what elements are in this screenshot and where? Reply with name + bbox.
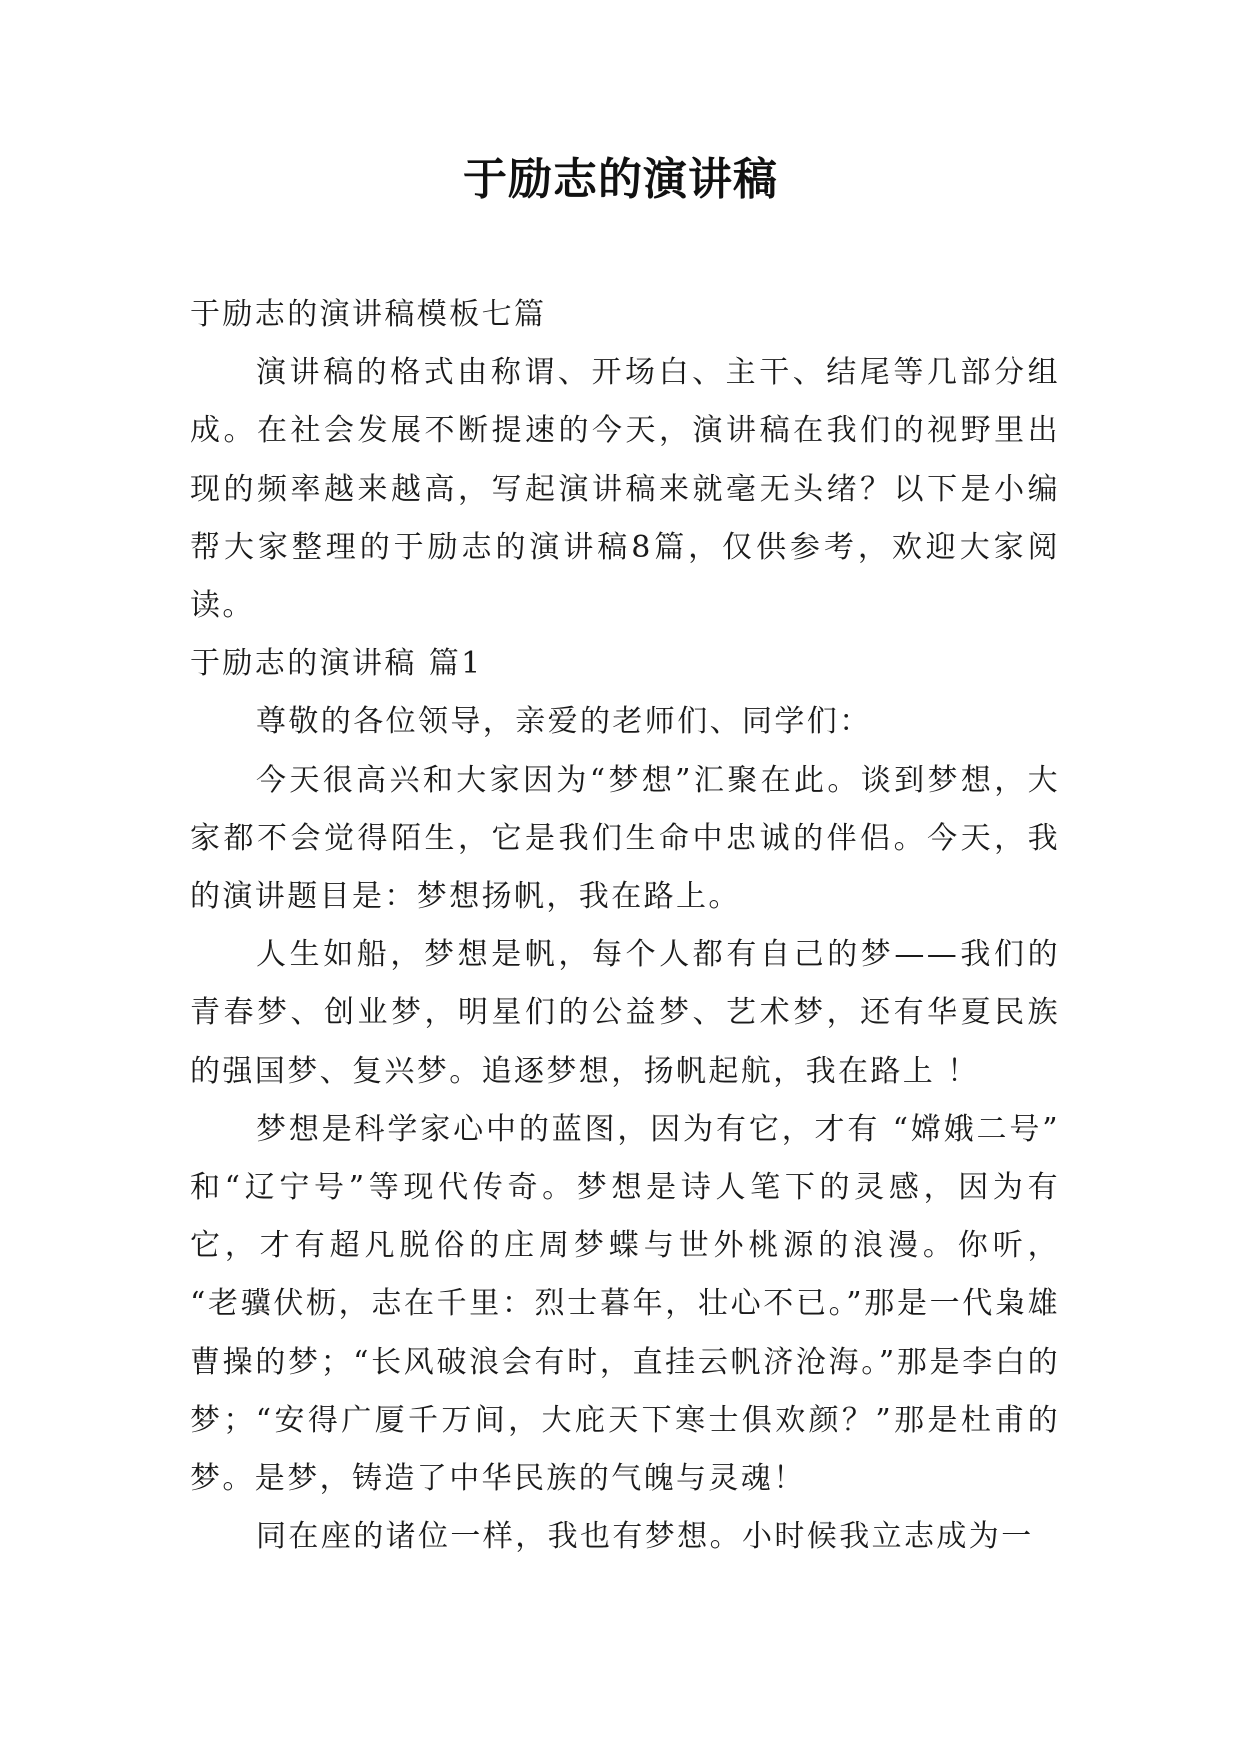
body-paragraph: 人生如船，梦想是帆，每个人都有自己的梦——我们的青春梦、创业梦，明星们的公益梦、艺术梦，还有华夏民族的强国梦、复兴梦。追逐梦想，扬帆起航，我在路上 ！ bbox=[190, 937, 1060, 1089]
body-paragraph: 演讲稿的格式由称谓、开场白、主干、结尾等几部分组成。在社会发展不断提速的今天，演讲稿在我们的视野里出现的频率越来越高，写起演讲稿来就毫无头绪？以下是小编帮大家整理的于励志的演讲稿8篇，仅供参考，欢迎大家阅读。 bbox=[190, 355, 1060, 624]
section-heading: 于励志的演讲稿模板七篇 bbox=[190, 297, 547, 332]
document-body bbox=[190, 286, 1060, 1566]
body-paragraph: 尊敬的各位领导，亲爱的老师们、同学们： bbox=[256, 704, 872, 740]
section-heading: 于励志的演讲稿 篇1 bbox=[190, 646, 483, 682]
body-paragraph: 今天很高兴和大家因为“梦想”汇聚在此。谈到梦想，大家都不会觉得陌生，它是我们生命中忠诚的伴侣。今天，我的演讲题目是：梦想扬帆，我在路上。 bbox=[190, 762, 1060, 915]
document-title: 于励志的演讲稿 bbox=[463, 154, 778, 205]
body-paragraph: 梦想是科学家心中的蓝图，因为有它，才有 “嫦娥二号” 和“辽宁号”等现代传奇。梦想是诗人笔下的灵感，因为有它，才有超凡脱俗的庄周梦蝶与世外桃源的浪漫。你听， “老骥伏枥，志在千里：烈士暮年，壮心不已。”那是一代枭雄曹操的梦；“长风破浪会有时，直挂云帆济沧海。”那是李白的梦；“安得广厦千万间，大庇天下寒士俱欢颜？”那是杜甫的梦。是梦，铸造了中华民族的气魄与灵魂！ bbox=[190, 1111, 1060, 1497]
body-paragraph: 同在座的诸位一样，我也有梦想。小时候我立志成为一 bbox=[256, 1519, 1034, 1555]
